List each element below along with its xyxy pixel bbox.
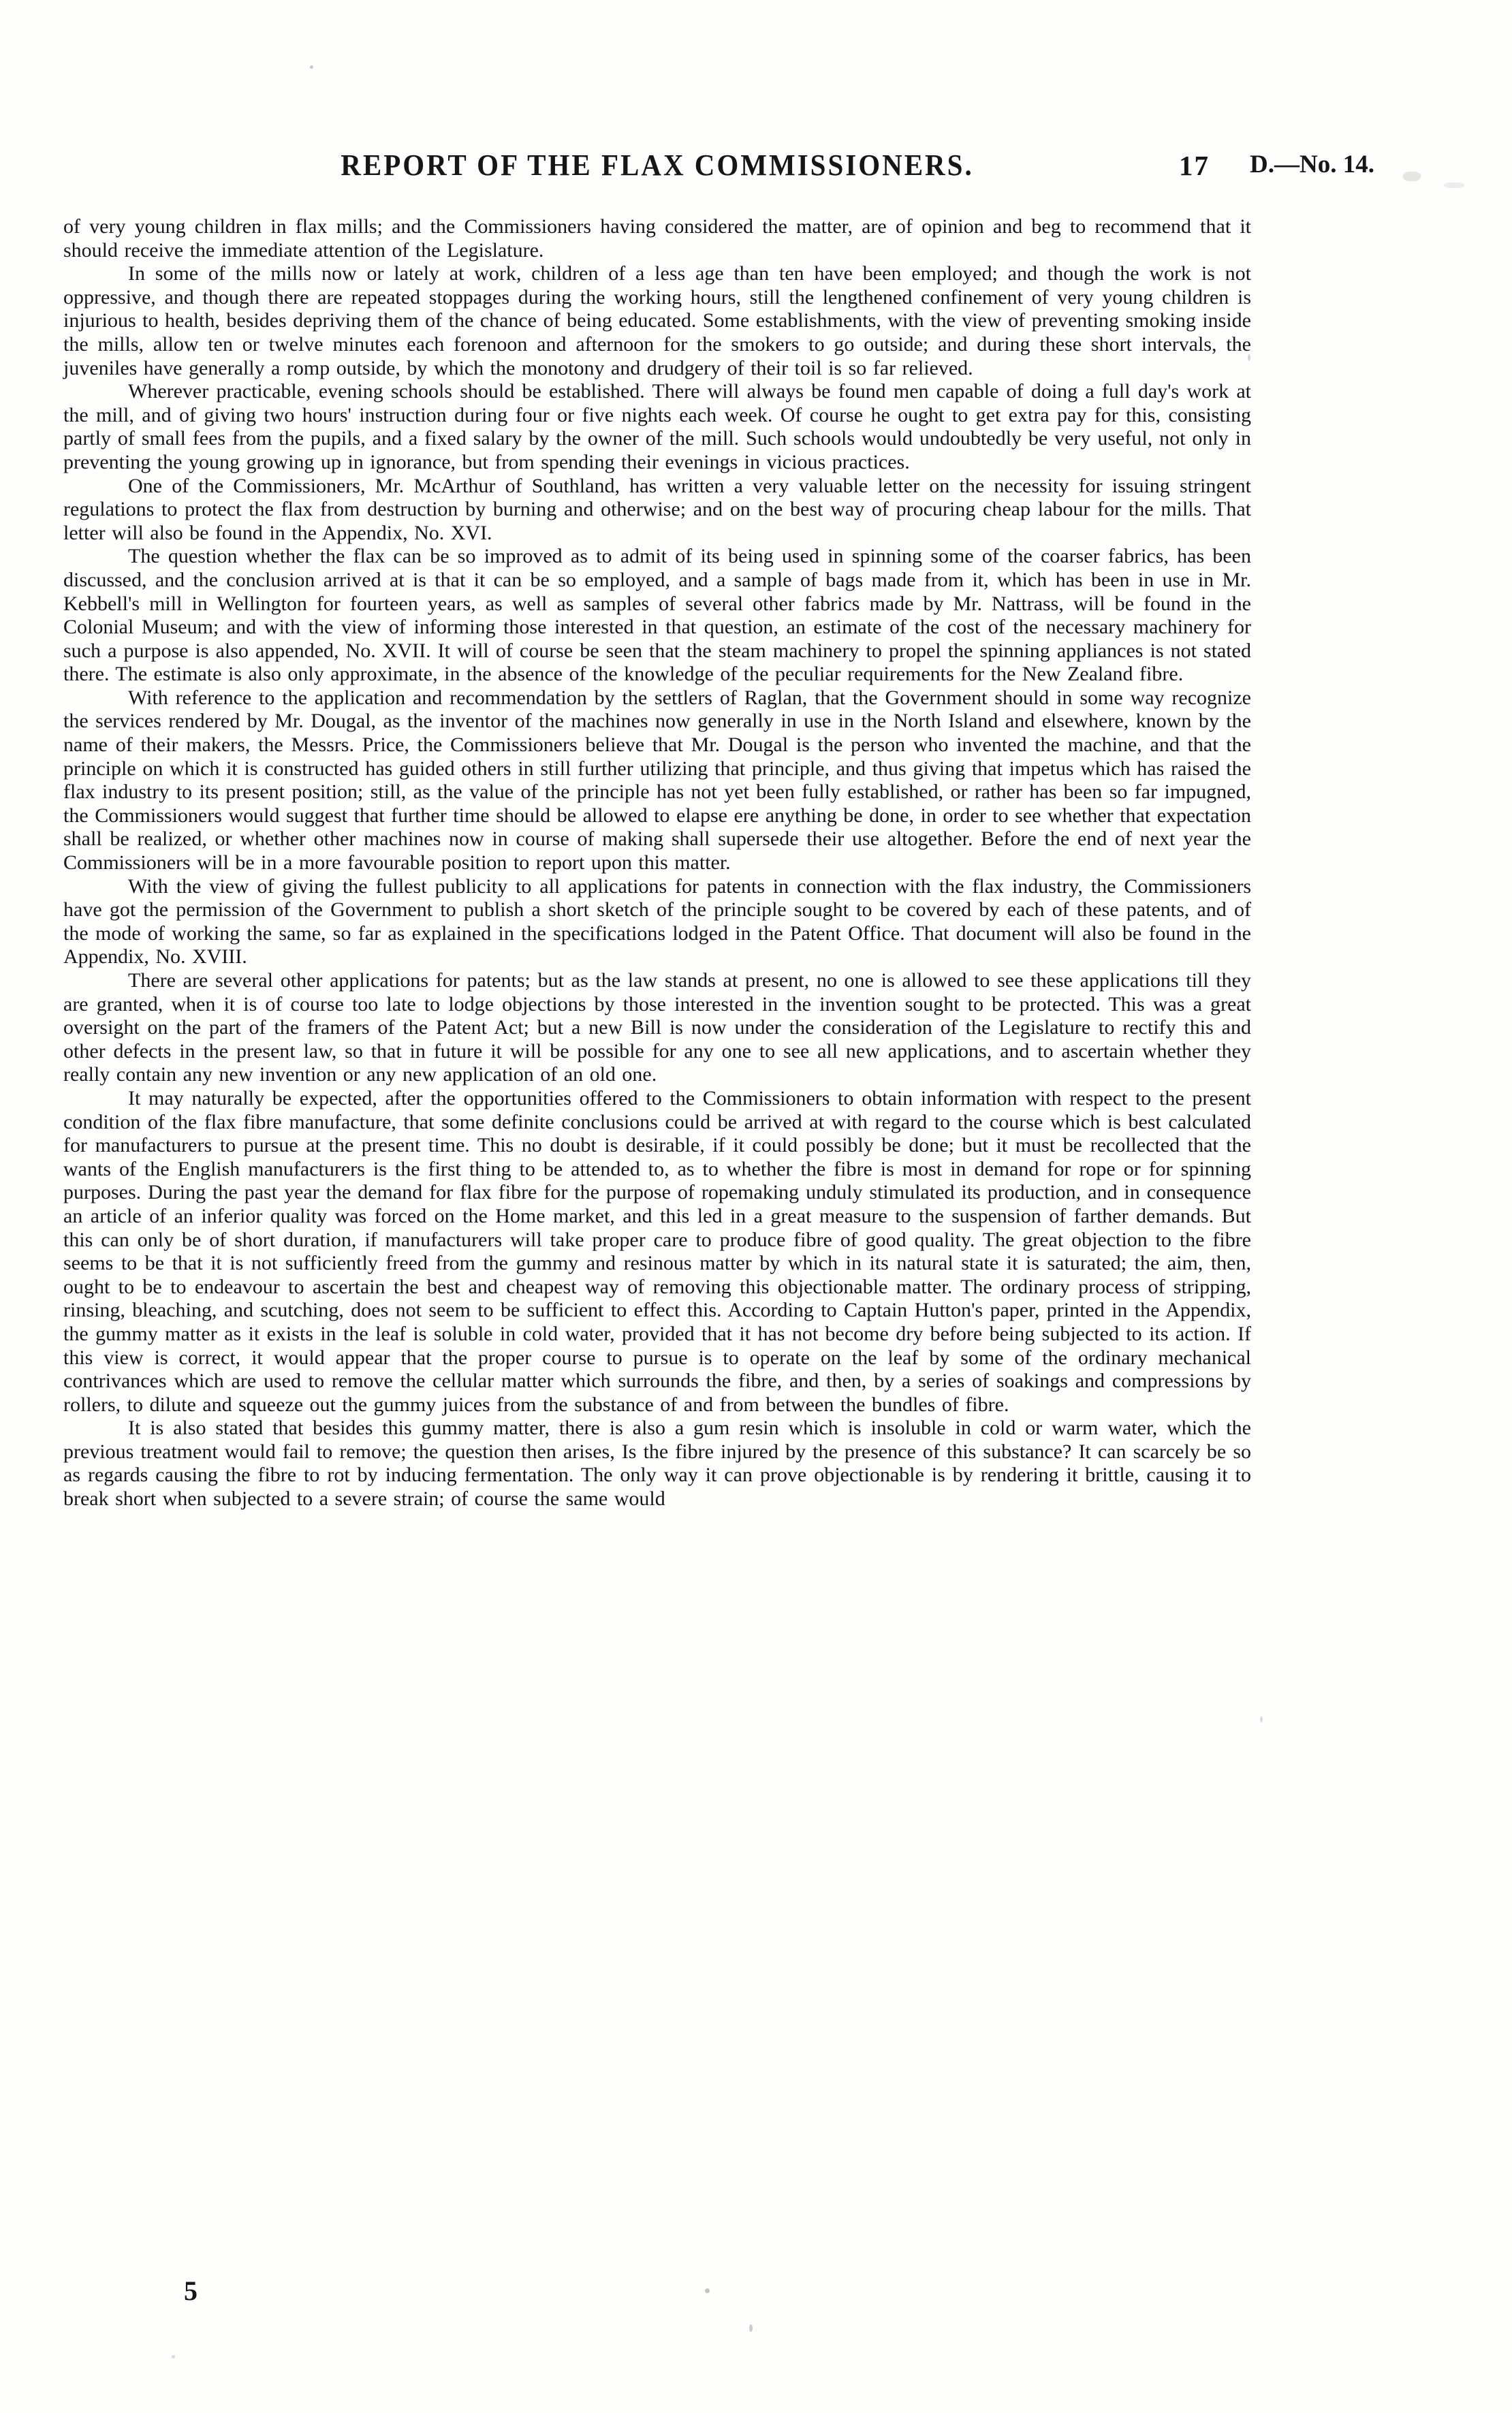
body-paragraph: One of the Commissioners, Mr. McArthur of Southland, has written a very valuable letter on the necessity for issuing stringent regulations to protect the flax from destruction by burning and otherwise; and on the best way of procuring cheap labour for the mills. That letter will also be found in the Appendix, No. XVI. (63, 474, 1251, 544)
scan-speck (1248, 354, 1250, 361)
body-paragraph: With reference to the application and recommendation by the settlers of Raglan, that the Government should in some way recognize the services rendered by Mr. Dougal, as the inventor of the machines now generally in use in the North Island and elsewhere, known by the name of their makers, the Messrs. Price, the Commissioners believe that Mr. Dougal is the person who invented the machine, and that the principle on which it is constructed has guided others in still further utilizing that principle, and thus giving that impetus which has raised the flax industry to its present position; still, as the value of the principle has not yet been fully established, or rather has been so far impugned, the Commissioners would suggest that further time should be allowed to elapse ere anything be done, in order to see whether that expectation shall be realized, or whether other machines now in course of making shall supersede their use altogether. Before the end of next year the Commissioners will be in a more favourable position to report upon this matter. (63, 686, 1251, 874)
scan-speck (1260, 1716, 1263, 1722)
running-head (63, 148, 1449, 189)
scan-speck (172, 2355, 175, 2359)
body-paragraph: It may naturally be expected, after the opportunities offered to the Commissioners to obtain information with respect to the present condition of the flax fibre manufacture, that some definite conclusions could be arrived at with regard to the course which is best calculated for manufacturers to pursue at the present time. This no doubt is desirable, if it could possibly be done; but it must be recollected that the wants of the English manufacturers is the first thing to be attended to, as to whether the fibre is most in demand for rope or for spinning purposes. During the past year the demand for flax fibre for the purpose of ropemaking unduly stimulated its production, and in consequence an article of an inferior quality was forced on the Home market, and this led in a great measure to the suspension of farther demands. But this can only be of short duration, if manufacturers will take proper care to produce fibre of good quality. The great objection to the fibre seems to be that it is not sufficiently freed from the gummy and resinous matter by which in its natural state it is saturated; the aim, then, ought to be to endeavour to ascertain the best and cheapest way of removing this objectionable matter. The ordinary process of stripping, rinsing, bleaching, and scutching, does not seem to be sufficient to effect this. According to Captain Hutton's paper, printed in the Appendix, the gummy matter as it exists in the leaf is soluble in cold water, provided that it has not become dry before being subjected to its action. If this view is correct, it would appear that the proper course to pursue is to operate on the leaf by some of the ordinary mechanical contrivances which are used to remove the cellular matter which surrounds the fibre, and then, by a series of soakings and compressions by rollers, to dilute and squeeze out the gummy juices from the substance of and from between the bundles of fibre. (63, 1086, 1251, 1416)
body-paragraph: It is also stated that besides this gummy matter, there is also a gum resin which is insoluble in cold or warm water, which the previous treatment would fail to remove; the question then arises, Is the fibre injured by the presence of this substance? It can scarcely be so as regards causing the fibre to rot by inducing fermentation. The only way it can prove objectionable is by rendering it brittle, causing it to break short when subjected to a severe strain; of course the same would (63, 1417, 1251, 1511)
body-paragraph: Wherever practicable, evening schools should be established. There will always be found men capable of doing a full day's work at the mill, and of giving two hours' instruction during four or five nights each week. Of course he ought to get extra pay for this, consisting partly of small fees from the pupils, and a fixed salary by the owner of the mill. Such schools would undoubtedly be very useful, not only in preventing the young growing up in ignorance, but from spending their evenings in vicious practices. (63, 380, 1251, 473)
scan-speck (310, 65, 313, 69)
body-paragraph: In some of the mills now or lately at work, children of a less age than ten have been employed; and though the work is not oppressive, and though there are repeated stoppages during the working hours, still the lengthened confinement of very young children is injurious to health, besides depriving them of the chance of being educated. Some establishments, with the view of preventing smoking inside the mills, allow ten or twelve minutes each forenoon and afternoon for the smokers to go outside; and during these short intervals, the juveniles have generally a romp outside, by which the monotony and drudgery of their toil is so far relieved. (63, 262, 1251, 379)
page-title: REPORT OF THE FLAX COMMISSIONERS. (341, 148, 974, 182)
body-paragraph: The question whether the flax can be so improved as to admit of its being used in spinning some of the coarser fabrics, has been discussed, and the conclusion arrived at is that it can be so employed, and a sample of bags made from it, which has been in use in Mr. Kebbell's mill in Wellington for fourteen years, as well as samples of several other fabrics made by Mr. Nattrass, will be found in the Colonial Museum; and with the view of informing those interested in that question, an estimate of the cost of the necessary machinery for such a purpose is also appended, No. XVII. It will of course be seen that the steam machinery to propel the spinning appliances is not stated there. The estimate is also only approximate, in the absence of the knowledge of the peculiar requirements for the New Zealand fibre. (63, 545, 1251, 686)
body-paragraph: of very young children in flax mills; and the Commissioners having considered the matter, are of opinion and beg to recommend that it should receive the immediate attention of the Legislature. (63, 215, 1251, 262)
scan-speck (749, 2324, 753, 2332)
body-paragraph: There are several other applications for patents; but as the law stands at present, no one is allowed to see these applications till they are granted, when it is of course too late to lodge objections by those interested in the invention sought to be protected. This was a great oversight on the part of the framers of the Patent Act; but a new Bill is now under the consideration of the Legislature to rectify this and other defects in the present law, so that in future it will be possible for any one to see all new applications, and to ascertain whether they really contain any new invention or any new application of an old one. (63, 969, 1251, 1086)
page-number: 17 (1179, 150, 1210, 181)
scan-speck (1403, 172, 1421, 181)
body-paragraph: With the view of giving the fullest publicity to all applications for patents in connection with the flax industry, the Commissioners have got the permission of the Government to publish a short sketch of the principle sought to be covered by each of these patents, and of the mode of working the same, so far as explained in the specifications lodged in the Patent Office. That document will also be found in the Appendix, No. XVIII. (63, 874, 1251, 968)
signature-mark: 5 (184, 2275, 198, 2306)
document-body (63, 215, 1251, 1511)
scan-speck (1444, 183, 1464, 188)
scan-speck (705, 2288, 710, 2293)
document-number: D.—No. 14. (1250, 151, 1374, 178)
